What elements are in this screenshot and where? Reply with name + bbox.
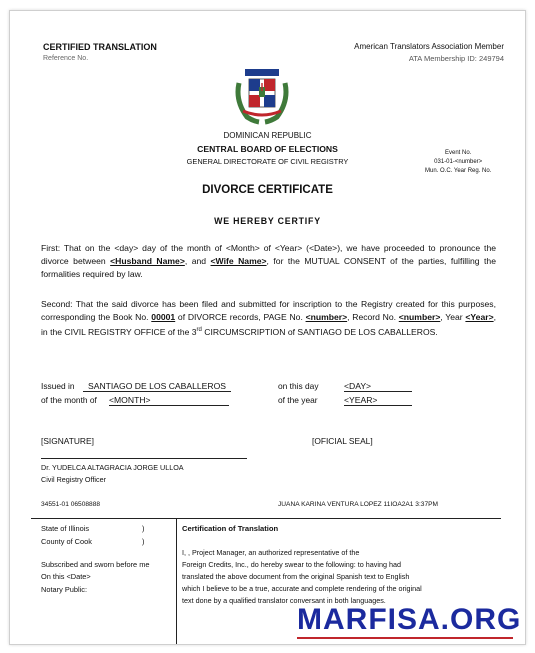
ata-membership: ATA Membership ID: 249794 [408, 54, 504, 63]
official-seal-placeholder: [OFICIAL SEAL] [312, 436, 373, 446]
notary-date: On this <Date> [41, 572, 91, 581]
watermark-text: MARFISA.ORG [297, 603, 522, 636]
notary-state: State of Illinois [41, 524, 90, 533]
second-text-e: , in the CIVIL REGISTRY OFFICE of the 3 [41, 312, 496, 337]
footer-code-left: 34551-01 06508888 [41, 501, 101, 508]
certified-label: CERTIFIED TRANSLATION [43, 42, 157, 52]
first-text-a: First: That on the <day> day of the month of <Month> of <Year> (<Date>), we have proceeded to pronounce the divorce between [41, 243, 496, 266]
directorate-name: GENERAL DIRECTORATE OF CIVIL REGISTRY [186, 157, 349, 166]
officer-title: Civil Registry Officer [41, 475, 106, 484]
county-paren: ) [142, 537, 145, 546]
event-info [425, 149, 491, 176]
issued-in-value: SANTIAGO DE LOS CABALLEROS [83, 381, 231, 392]
certify-heading: WE HEREBY CERTIFY [214, 216, 321, 226]
signature-line [41, 458, 247, 459]
second-text-c: , Record No. [347, 312, 399, 322]
reference-label: Reference No. [43, 55, 89, 62]
husband-name: <Husband Name> [110, 256, 185, 266]
association-header [354, 42, 504, 63]
country-name: DOMINICAN REPUBLIC [223, 131, 312, 140]
translation-line-3: translated the above document from the original Spanish text to English [182, 572, 410, 581]
association-label: American Translators Association Member [354, 42, 504, 51]
record-year: <Year> [465, 312, 494, 322]
signature-placeholder: [SIGNATURE] [41, 436, 94, 446]
table-divider [176, 518, 177, 644]
first-text-c: , for the MUTUAL CONSENT of the parties, fulfilling the formalities required by law. [41, 256, 496, 279]
table-top-border [31, 518, 501, 519]
document-page [9, 10, 526, 645]
board-name: CENTRAL BOARD OF ELECTIONS [197, 144, 338, 154]
officer-name: Dr. YUDELCA ALTAGRACIA JORGE ULLOA [41, 463, 184, 472]
event-line-3: Mun. O.C. Year Reg. No. [425, 168, 492, 174]
second-text-d: , Year [440, 312, 466, 322]
month-value: <MONTH> [109, 395, 229, 406]
coat-of-arms-icon [233, 65, 291, 125]
footer-code-right: JUANA KARINA VENTURA LOPEZ 11IOA2A1 3:37PM [278, 501, 439, 508]
month-label: of the month of [41, 395, 97, 405]
day-value: <DAY> [344, 381, 412, 392]
ordinal-suffix: rd [196, 327, 202, 333]
watermark-underline [297, 637, 513, 639]
certified-header [43, 42, 157, 62]
event-line-2: 031-01-<number> [434, 159, 483, 165]
notary-county: County of Cook [41, 537, 92, 546]
book-number: 00001 [151, 312, 176, 322]
notary-public: Notary Public: [41, 585, 88, 594]
issued-in-label: Issued in [41, 381, 75, 391]
second-text-b: of DIVORCE records, PAGE No. [175, 312, 306, 322]
translation-line-4: which I believe to be a true, accurate and complete rendering of the original [182, 584, 422, 593]
notary-sworn: Subscribed and sworn before me [41, 560, 150, 569]
page-number: <number> [305, 312, 348, 322]
translation-line-2: Foreign Credits, Inc., do hereby swear to the following: to having had [182, 560, 401, 569]
second-text-f: CIRCUMSCRIPTION of SANTIAGO DE LOS CABALLEROS. [201, 326, 438, 337]
day-label: on this day [278, 381, 319, 391]
first-text-b: , and [184, 256, 211, 266]
first-paragraph [41, 242, 496, 281]
year-label: of the year [278, 395, 318, 405]
event-line-1: Event No. [445, 150, 472, 156]
second-text-a: Second: That the said divorce has been filed and submitted for inscription to the Registry created for this purposes, corresponding the Book No. [41, 299, 496, 322]
translation-line-1: I, , Project Manager, an authorized representative of the [182, 548, 360, 557]
record-number: <number> [398, 312, 441, 322]
translation-line-5: text done by a qualified translator conversant in both languages. [182, 596, 386, 605]
year-value: <YEAR> [344, 395, 412, 406]
second-paragraph [41, 298, 496, 339]
document-title: DIVORCE CERTIFICATE [202, 184, 333, 196]
state-paren: ) [142, 524, 145, 533]
wife-name: <Wife Name> [210, 256, 267, 266]
translation-cert-title: Certification of Translation [182, 524, 279, 533]
